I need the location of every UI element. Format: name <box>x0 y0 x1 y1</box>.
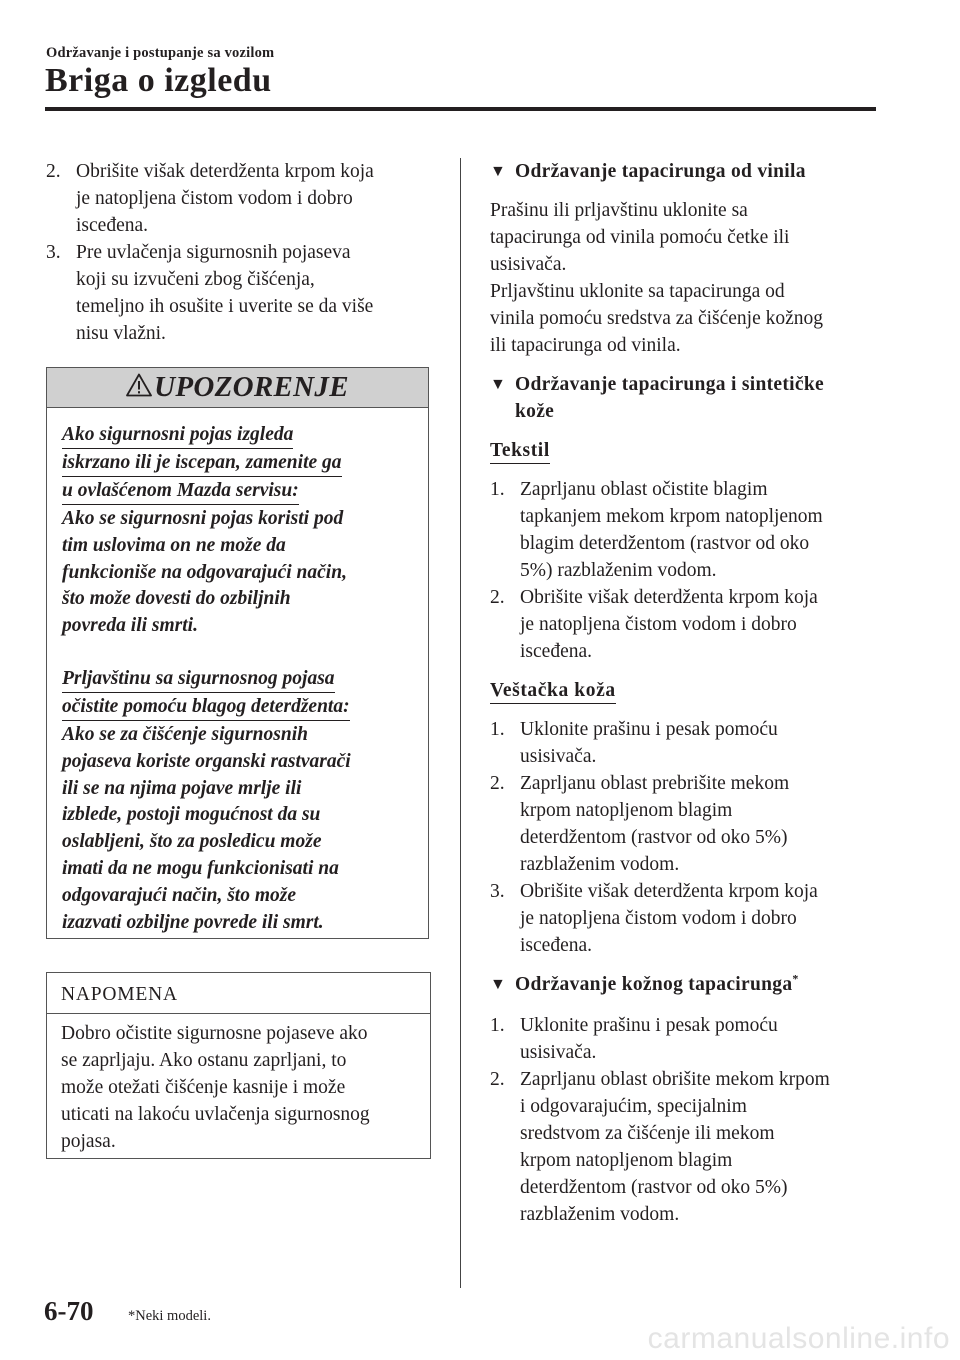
section-heading-text: Održavanje kožnog tapacirunga <box>515 974 793 995</box>
watermark: carmanualsonline.info <box>647 1322 950 1355</box>
textile-steps <box>490 476 882 665</box>
step-text: Zaprljanu oblast obrišite mekom krpom <box>520 1069 830 1090</box>
subheading-textile: Tekstil <box>490 439 550 464</box>
body-line: vinila pomoću sredstva za čišćenje kožnog <box>490 308 824 329</box>
warning-text-line: tim uslovima on ne može da <box>62 534 286 556</box>
warning-text-line: što može dovesti do ozbiljnih <box>62 588 291 610</box>
warning-text-line: izazvati ozbiljne povrede ili smrt. <box>62 911 324 933</box>
step-number: 2. <box>490 773 505 794</box>
list-item <box>490 716 882 770</box>
step-text: Obrišite višak deterdženta krpom koja <box>520 587 818 608</box>
page-number: 6-70 <box>44 1296 94 1326</box>
warning-text-line: povreda ili smrti. <box>62 615 198 637</box>
step-text: i odgovarajućim, specijalnim <box>520 1096 747 1117</box>
triangle-down-icon: ▼ <box>490 163 507 180</box>
synthetic-leather-steps <box>490 716 882 959</box>
step-text: koji su izvučeni zbog čišćenja, <box>76 269 315 290</box>
warning-text-line: imati da ne mogu funkcionisati na <box>62 857 339 879</box>
step-text: tapkanjem mekom krpom natopljenom <box>520 506 823 527</box>
step-text: krpom natopljenom blagim <box>520 800 733 821</box>
step-text: 5%) razblaženim vodom. <box>520 560 717 581</box>
footnote: *Neki modeli. <box>128 1308 211 1324</box>
step-text: Uklonite prašinu i pesak pomoću <box>520 1015 778 1036</box>
warning-body <box>47 408 428 936</box>
warning-text-line: odgovarajući način, što može <box>62 884 297 906</box>
step-text: usisivača. <box>520 746 597 767</box>
step-number: 2. <box>490 1069 505 1090</box>
note-line: se zaprljaju. Ako ostanu zaprljani, to <box>61 1050 347 1071</box>
note-line: Dobro očistite sigurnosne pojaseve ako <box>61 1023 368 1044</box>
vinyl-paragraph <box>490 197 882 359</box>
page-title: Briga o izgledu <box>45 62 272 99</box>
step-text: razblaženim vodom. <box>520 1204 680 1225</box>
body-line: tapacirunga od vinila pomoću četke ili <box>490 227 790 248</box>
left-column <box>46 158 431 347</box>
note-line: pojasa. <box>61 1131 116 1152</box>
body-line: ili tapacirunga od vinila. <box>490 335 681 356</box>
step-number: 1. <box>490 1015 505 1036</box>
warning-heading-line: u ovlašćenom Mazda servisu: <box>62 480 299 505</box>
list-item <box>490 584 882 665</box>
section-heading-fabric <box>490 371 882 425</box>
warning-text-line: funkcioniše na odgovarajući način, <box>62 561 347 583</box>
right-column <box>490 158 882 1228</box>
warning-triangle-icon <box>126 373 152 402</box>
step-number: 3. <box>490 881 505 902</box>
note-line: može otežati čišćenje kasnije i može <box>61 1077 346 1098</box>
warning-text-line: oslabljeni, što za posledicu može <box>62 831 322 853</box>
list-item <box>490 1012 882 1066</box>
body-line: Prašinu ili prljavštinu uklonite sa <box>490 200 748 221</box>
note-line: uticati na lakoću uvlačenja sigurnosnog <box>61 1104 370 1125</box>
warning-text-line: izblede, postoji mogućnost da su <box>62 804 321 826</box>
list-item <box>490 476 882 584</box>
subheading-synthetic-leather: Veštačka koža <box>490 679 616 704</box>
section-heading-text: Održavanje tapacirunga i sintetičke <box>515 374 824 395</box>
footnote-mark: * <box>792 971 799 986</box>
warning-heading-line: Prljavštinu sa sigurnosnog pojasa <box>62 668 335 693</box>
step-text: Zaprljanu oblast prebrišite mekom <box>520 773 790 794</box>
step-text: iscеđena. <box>520 641 593 662</box>
note-title: NAPOMENA <box>47 973 430 1014</box>
body-line: usisivača. <box>490 254 567 275</box>
step-text: isceđena. <box>76 215 149 236</box>
seatbelt-steps <box>46 158 431 347</box>
step-text: Zaprljanu oblast očistite blagim <box>520 479 768 500</box>
step-text: razblaženim vodom. <box>520 854 680 875</box>
warning-text-line: Ako se sigurnosni pojas koristi pod <box>62 508 344 529</box>
warning-heading-line: Ako sigurnosni pojas izgleda <box>62 424 293 449</box>
section-heading-vinyl <box>490 158 882 185</box>
step-text: sredstvom za čišćenje ili mekom <box>520 1123 775 1144</box>
section-label: Održavanje i postupanje sa vozilom <box>46 45 275 61</box>
list-item <box>490 878 882 959</box>
step-text: Obrišite višak deterdženta krpom koja <box>76 161 374 182</box>
header-divider <box>45 107 876 111</box>
step-text: je natopljena čistom vodom i dobro <box>520 614 797 635</box>
step-text: Uklonite prašinu i pesak pomoću <box>520 719 778 740</box>
step-text: Obrišite višak deterdženta krpom koja <box>520 881 818 902</box>
list-item <box>490 1066 882 1228</box>
step-text: temeljno ih osušite i uverite se da više <box>76 296 374 317</box>
section-heading-text: kože <box>515 401 555 422</box>
note-box <box>46 972 431 1159</box>
warning-text-line: Ako se za čišćenje sigurnosnih <box>62 723 308 745</box>
warning-title: UPOZORENJE <box>154 371 349 403</box>
list-item <box>46 239 431 347</box>
section-heading-leather <box>490 971 882 998</box>
triangle-down-icon: ▼ <box>490 376 507 393</box>
step-text: iscеđena. <box>520 935 593 956</box>
list-item <box>490 770 882 878</box>
leather-steps <box>490 1012 882 1228</box>
step-number: 1. <box>490 719 505 740</box>
warning-heading-line: očistite pomoću blagog deterdženta: <box>62 696 350 721</box>
triangle-down-icon: ▼ <box>490 976 507 993</box>
section-heading-text: Održavanje tapacirunga od vinila <box>515 161 806 182</box>
step-number: 2. <box>490 587 505 608</box>
list-item <box>46 158 431 239</box>
step-text: krpom natopljenom blagim <box>520 1150 733 1171</box>
step-text: deterdžentom (rastvor od oko 5%) <box>520 1177 788 1198</box>
step-number: 1. <box>490 479 505 500</box>
step-number: 2. <box>46 161 61 182</box>
step-text: usisivača. <box>520 1042 597 1063</box>
step-text: Pre uvlačenja sigurnosnih pojaseva <box>76 242 351 263</box>
warning-text-line: ili se na njima pojave mrlje ili <box>62 777 302 799</box>
step-text: je natopljena čistom vodom i dobro <box>520 908 797 929</box>
warning-box <box>46 367 429 939</box>
note-body <box>47 1014 430 1155</box>
warning-heading-line: iskrzano ili je iscepan, zamenite ga <box>62 452 342 477</box>
step-text: je natopljena čistom vodom i dobro <box>76 188 353 209</box>
column-divider <box>460 158 461 1288</box>
step-text: blagim deterdžentom (rastvor od oko <box>520 533 810 554</box>
warning-text-line: pojaseva koriste organski rastvarači <box>62 750 351 772</box>
warning-header <box>47 368 428 408</box>
step-text: nisu vlažni. <box>76 323 166 344</box>
step-number: 3. <box>46 242 61 263</box>
step-text: deterdžentom (rastvor od oko 5%) <box>520 827 788 848</box>
body-line: Prljavštinu uklonite sa tapacirunga od <box>490 281 785 302</box>
